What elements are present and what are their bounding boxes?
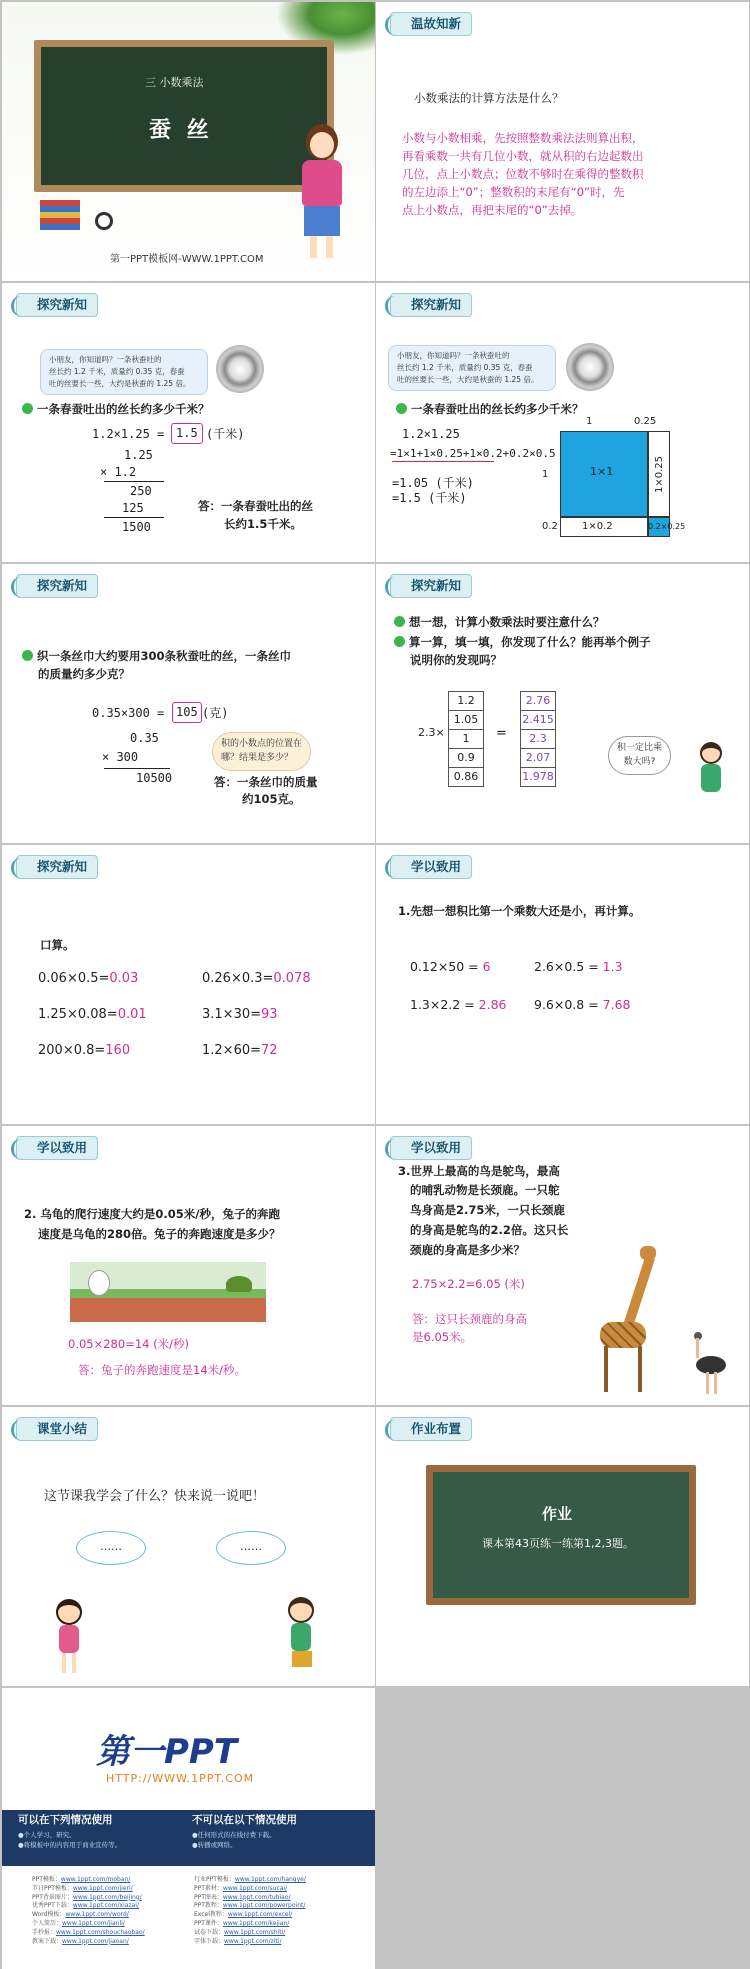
- product: 10500: [136, 771, 173, 785]
- rabbit-icon: [88, 1270, 110, 1296]
- link-row: [194, 1876, 306, 1885]
- info-bubble: [40, 349, 208, 395]
- bullet-icon: [396, 403, 407, 414]
- link-label: Word模板：: [32, 1911, 66, 1919]
- link-row: [194, 1938, 306, 1947]
- equation: 0.35×300 =: [92, 706, 165, 720]
- links-right: [194, 1876, 306, 1946]
- thought-cloud-right: [216, 1531, 286, 1565]
- exercise-4: [534, 995, 631, 1014]
- question-text: [396, 401, 584, 419]
- cannot-use-item: ●转播或网络。: [192, 1841, 237, 1849]
- link-label: 手抄报：: [32, 1928, 57, 1936]
- equals-sign: =: [496, 726, 507, 741]
- bubble-line: 小朋友，你知道吗？一条秋蚕吐的: [397, 351, 510, 360]
- question-text: 小数乘法的计算方法是什么？: [414, 91, 564, 105]
- question-line-2: 速度是乌龟的280倍。兔子的奔跑速度是多少？: [38, 1227, 281, 1241]
- brand-logo: 第一PPT: [96, 1732, 238, 1772]
- link-url[interactable]: www.1ppt.com/word/: [65, 1911, 129, 1919]
- partial-product-2: 125: [122, 501, 144, 515]
- factor-cell: 0.9: [448, 748, 484, 768]
- giraffe-image: [590, 1246, 670, 1394]
- area-label-025: 0.25: [634, 416, 657, 427]
- link-row: [32, 1876, 145, 1885]
- product-cell: 2.3: [520, 729, 556, 749]
- exercise-answer: 0.078: [273, 971, 311, 986]
- section-tag: 学以致用: [390, 1136, 472, 1160]
- exercise-question: 2.6×0.5 =: [534, 959, 599, 974]
- question-line-1: 2. 乌龟的爬行速度大约是0.05米/秒，兔子的奔跑: [24, 1207, 280, 1221]
- question-line-2: 的质量约多少克？: [38, 667, 130, 681]
- link-row: [32, 1920, 145, 1929]
- bubble-line: 丝长约 1.2 千米，质量约 0.35 克，春蚕: [49, 367, 185, 376]
- exercise-question: 1.3×2.2 =: [410, 997, 475, 1012]
- link-url[interactable]: www.1ppt.com/sucai/: [222, 1884, 288, 1892]
- bubble-line: 积的小数点的位置在: [221, 739, 303, 749]
- product-cell: 2.76: [520, 691, 556, 711]
- question-label: 一条春蚕吐出的丝长约多少千米？: [411, 402, 584, 416]
- answer-line-3: 几位，点上小数点；位数不够时在乘得的整数积: [402, 167, 644, 181]
- area-label-1: 1: [586, 416, 593, 427]
- link-url[interactable]: www.1ppt.com/hangye/: [234, 1876, 306, 1883]
- link-label: 教案下载：: [32, 1937, 63, 1945]
- product: 1500: [122, 520, 151, 534]
- section-tag: 探究新知: [390, 574, 472, 598]
- factor-cell: 0.86: [448, 767, 484, 787]
- exercise-3: [410, 995, 507, 1014]
- cannot-use-item: ●任何形式的在线付费下载。: [192, 1831, 276, 1839]
- slide-title: [2, 2, 375, 281]
- link-url[interactable]: www.1ppt.com/ziti/: [224, 1937, 282, 1945]
- cannot-use-title: 不可以在以下情况使用: [192, 1814, 297, 1826]
- clock-icon: [95, 212, 113, 230]
- exercise-question: 200×0.8=: [38, 1043, 106, 1058]
- link-row: [32, 1929, 145, 1938]
- links-left: [32, 1876, 145, 1946]
- can-use-title: 可以在下列情况使用: [18, 1814, 113, 1826]
- link-url[interactable]: www.1ppt.com/excel/: [227, 1911, 293, 1919]
- question-text: [22, 401, 210, 419]
- factor-column: [448, 692, 484, 787]
- strike-line: [392, 461, 494, 462]
- exercise-question: 0.26×0.3=: [202, 971, 274, 986]
- link-row: [32, 1885, 145, 1894]
- eq-line-4: =1.5 (千米): [392, 491, 467, 505]
- link-url[interactable]: www.1ppt.com/shouchaobao/: [56, 1928, 145, 1936]
- slide-homework: [376, 1407, 749, 1686]
- area-label-1-left: 1: [542, 469, 549, 480]
- bullet-icon: [394, 636, 405, 647]
- bullet-icon: [394, 616, 405, 627]
- cloud-dots: ……: [100, 1540, 122, 1553]
- exercise-1: [38, 969, 138, 989]
- question-line-1: [22, 648, 291, 666]
- answer-line-1: 答：一条春蚕吐出的丝: [198, 499, 313, 513]
- exercise-answer: 6: [482, 959, 491, 974]
- question-1: [394, 614, 605, 632]
- summary-text: 这节课我学会了什么？快来说一说吧！: [44, 1489, 266, 1504]
- books-icon: [40, 200, 80, 230]
- link-url[interactable]: www.1ppt.com/tubiao/: [222, 1893, 291, 1901]
- solution-equation: 0.05×280=14 (米/秒): [68, 1337, 189, 1351]
- eq-line-1: 1.2×1.25: [402, 427, 460, 441]
- exercise-2: [202, 969, 311, 989]
- exercise-6: [202, 1041, 278, 1061]
- exercise-question: 1.25×0.08=: [38, 1007, 118, 1022]
- answer-line-2: 长约1.5千米。: [224, 517, 302, 531]
- link-label: PPT图表：: [194, 1893, 223, 1901]
- silkworm-cocoon-image: [566, 343, 614, 391]
- exercise-answer: 7.68: [602, 997, 631, 1012]
- homework-title: 作业: [542, 1505, 573, 1523]
- link-row: [194, 1911, 306, 1920]
- link-label: Excel教程：: [194, 1911, 228, 1919]
- link-url[interactable]: www.1ppt.com/jieri/: [72, 1884, 133, 1892]
- equation-answer: 105: [172, 702, 202, 723]
- solution-equation: 2.75×2.2=6.05 (米): [412, 1277, 525, 1291]
- chapter-label: 三 小数乘法: [145, 76, 204, 89]
- link-url[interactable]: www.1ppt.com/beijing/: [72, 1893, 142, 1901]
- exercise-question: 9.6×0.8 =: [534, 997, 599, 1012]
- hint-bubble: [608, 736, 671, 775]
- exercise-answer: 93: [261, 1007, 278, 1022]
- section-tag: 探究新知: [16, 855, 98, 879]
- question-label: 织一条丝巾大约要用300条秋蚕吐的丝，一条丝巾: [37, 649, 292, 663]
- bubble-line: 数大吗?: [623, 757, 656, 768]
- slide-summary: [2, 1407, 375, 1686]
- turtle-icon: [226, 1276, 252, 1292]
- link-label: PPT模板：: [32, 1876, 61, 1883]
- section-tag: 探究新知: [390, 293, 472, 317]
- equation: 1.2×1.25 =: [92, 427, 165, 441]
- area-cell-1x1-label: 1×1: [590, 465, 614, 478]
- footer-text: 第一PPT模板网-WWW.1PPT.COM: [110, 254, 264, 265]
- area-cell-02x025-label: 0.2×0.25: [648, 522, 686, 531]
- link-label: 试卷下载：: [194, 1928, 225, 1936]
- bullet-icon: [22, 650, 33, 661]
- link-url[interactable]: www.1ppt.com/powerpoint/: [222, 1902, 306, 1910]
- answer-line-1: 答：一条丝巾的质量: [214, 775, 318, 789]
- exercise-question: 3.1×30=: [202, 1007, 262, 1022]
- exercise-1: [410, 957, 491, 976]
- equation-answer: 1.5: [171, 423, 203, 444]
- teacher-figure: [292, 124, 352, 264]
- link-url[interactable]: www.1ppt.com/jianli/: [62, 1919, 125, 1927]
- slide-explore-2: [376, 283, 749, 562]
- bubble-line: 吐的丝要长一些，大约是秋蚕的 1.25 倍。: [49, 379, 191, 388]
- link-label: PPT素材：: [194, 1884, 223, 1892]
- slide-explore-4: [376, 564, 749, 843]
- product-cell: 2.415: [520, 710, 556, 730]
- answer-line-2: 约105克。: [242, 792, 301, 806]
- cloud-dots: ……: [240, 1540, 262, 1553]
- product-cell: 2.07: [520, 748, 556, 768]
- area-label-02: 0.2: [542, 521, 558, 532]
- exercise-answer: 1.3: [602, 959, 623, 974]
- slide-explore-3: [2, 564, 375, 843]
- exercise-answer: 0.03: [109, 971, 139, 986]
- solution-answer-1: 答：这只长颈鹿的身高: [412, 1312, 527, 1326]
- question-label: 一条春蚕吐出的丝长约多少千米？: [37, 402, 210, 416]
- solution-answer: 答：兔子的奔跑速度是14米/秒。: [78, 1363, 247, 1377]
- link-row: [32, 1902, 145, 1911]
- exercise-4: [202, 1005, 278, 1025]
- question-line-2: 的哺乳动物是长颈鹿。一只鸵: [410, 1183, 560, 1197]
- link-label: 优秀PPT下载：: [32, 1902, 73, 1910]
- question-line-5: 颈鹿的身高是多少米？: [410, 1243, 525, 1257]
- answer-line-2: 再看乘数一共有几位小数，就从积的右边起数出: [402, 149, 644, 163]
- factor-cell: 1.05: [448, 710, 484, 730]
- multiplier: × 1.2: [100, 465, 137, 479]
- slide-practice-2: [2, 1126, 375, 1405]
- area-cell-1x025-label: 1×0.25: [654, 455, 665, 493]
- exercise-answer: 0.01: [117, 1007, 147, 1022]
- section-tag: 探究新知: [16, 574, 98, 598]
- slide-practice-3: [376, 1126, 749, 1405]
- multiplier-label: 2.3×: [418, 726, 445, 739]
- link-row: [194, 1902, 306, 1911]
- exercise-question: 0.12×50 =: [410, 959, 479, 974]
- exercise-5: [38, 1041, 130, 1061]
- eq-line-2: =1×1+1×0.25+1×0.2+0.2×0.5: [390, 447, 556, 460]
- link-label: PPT教程：: [194, 1902, 223, 1910]
- race-track-image: [70, 1262, 266, 1322]
- question-label: 想一想，计算小数乘法时要注意什么？: [409, 615, 605, 629]
- bubble-line: 吐的丝要长一些，大约是秋蚕的 1.25 倍。: [397, 375, 539, 384]
- answer-line-4: 的左边添上“0”；整数积的末尾有“0”时，先: [402, 185, 625, 199]
- slide-explore-1: [2, 283, 375, 562]
- exercise-answer: 72: [261, 1043, 278, 1058]
- bubble-line: 丝长约 1.2 千米，质量约 0.35 克，春蚕: [397, 363, 533, 372]
- equation-unit: (千米): [206, 427, 245, 441]
- partial-product-1: 250: [130, 484, 152, 498]
- link-row: [32, 1938, 145, 1947]
- exercise-2: [534, 957, 623, 976]
- solution-answer-2: 是6.05米。: [412, 1330, 473, 1344]
- eq-line-3: =1.05 (千米): [392, 476, 474, 490]
- bubble-line: 小朋友，你知道吗？一条秋蚕吐的: [49, 355, 162, 364]
- link-url[interactable]: www.1ppt.com/moban/: [60, 1876, 131, 1883]
- section-tag: 课堂小结: [16, 1417, 98, 1441]
- slide-review: [376, 2, 749, 281]
- question-line-1: 3.世界上最高的鸟是鸵鸟，最高: [398, 1164, 560, 1178]
- exercise-title: 1.先想一想积比第一个乘数大还是小，再计算。: [398, 904, 641, 918]
- brand-url: HTTP://WWW.1PPT.COM: [106, 1772, 255, 1785]
- link-row: [194, 1920, 306, 1929]
- section-tag: 学以致用: [390, 855, 472, 879]
- exercise-answer: 2.86: [478, 997, 507, 1012]
- section-tag: 作业布置: [390, 1417, 472, 1441]
- section-tag: 学以致用: [16, 1136, 98, 1160]
- link-label: PPT背景图片：: [32, 1893, 73, 1901]
- link-label: 行业PPT模板：: [194, 1876, 235, 1883]
- bullet-icon: [22, 403, 33, 414]
- link-label: 个人简历：: [32, 1919, 63, 1927]
- exercise-answer: 160: [105, 1043, 131, 1058]
- link-url[interactable]: www.1ppt.com/xiazai/: [72, 1902, 139, 1910]
- slide-title-text: 蚕 丝: [149, 118, 213, 143]
- hint-bubble: [212, 732, 311, 771]
- question-2-line-2: 说明你的发现吗？: [410, 653, 502, 667]
- equation-unit: (克): [202, 706, 229, 720]
- info-bubble: [388, 345, 556, 391]
- ostrich-image: [692, 1332, 732, 1394]
- answer-line-1: 小数与小数相乘，先按照整数乘法法则算出积，: [402, 131, 644, 145]
- can-use-item: ●将模板中的内容用于商业宣传等。: [18, 1841, 122, 1849]
- exercise-question: 1.2×60=: [202, 1043, 262, 1058]
- link-url[interactable]: www.1ppt.com/shiti/: [224, 1928, 286, 1936]
- slide-mental-math: [2, 845, 375, 1124]
- multiplicand: 0.35: [130, 731, 159, 745]
- link-url[interactable]: www.1ppt.com/kejian/: [222, 1919, 290, 1927]
- exercise-3: [38, 1005, 147, 1025]
- link-row: [194, 1885, 306, 1894]
- question-line-4: 的身高是鸵鸟的2.2倍。这只长: [410, 1223, 569, 1237]
- link-label: PPT课件：: [194, 1919, 223, 1927]
- bubble-line: 哪？结果是多少？: [221, 753, 294, 764]
- link-label: 节日PPT模板：: [32, 1884, 73, 1892]
- slide-brand: [2, 1688, 375, 1969]
- section-tag: 温故知新: [390, 12, 472, 36]
- bubble-line: 积一定比乘: [617, 743, 663, 753]
- area-cell-1x02-label: 1×0.2: [582, 521, 613, 532]
- silkworm-cocoon-image: [216, 345, 264, 393]
- slide-practice-1: [376, 845, 749, 1124]
- section-title: 口算。: [40, 938, 75, 952]
- link-row: [194, 1929, 306, 1938]
- section-tag: 探究新知: [16, 293, 98, 317]
- question-2-line-1: [394, 634, 651, 652]
- thought-cloud-left: [76, 1531, 146, 1565]
- factor-cell: 1.2: [448, 691, 484, 711]
- answer-line-5: 点上小数点，再把末尾的“0”去掉。: [402, 203, 583, 217]
- can-use-item: ●个人学习、研究。: [18, 1831, 76, 1839]
- link-url[interactable]: www.1ppt.com/jiaoan/: [62, 1937, 129, 1945]
- link-row: [32, 1911, 145, 1920]
- question-label: 算一算，填一填，你发现了什么？能再举个例子: [409, 635, 651, 649]
- homework-text: 课本第43页练一练第1,2,3题。: [482, 1537, 634, 1550]
- question-line-3: 鸟身高是2.75米，一只长颈鹿: [410, 1203, 565, 1217]
- factor-cell: 1: [448, 729, 484, 749]
- product-column: [520, 692, 556, 787]
- product-cell: 1.978: [520, 767, 556, 787]
- exercise-question: 0.06×0.5=: [38, 971, 110, 986]
- multiplier: × 300: [102, 750, 139, 764]
- link-label: 字体下载：: [194, 1937, 225, 1945]
- multiplicand: 1.25: [124, 448, 153, 462]
